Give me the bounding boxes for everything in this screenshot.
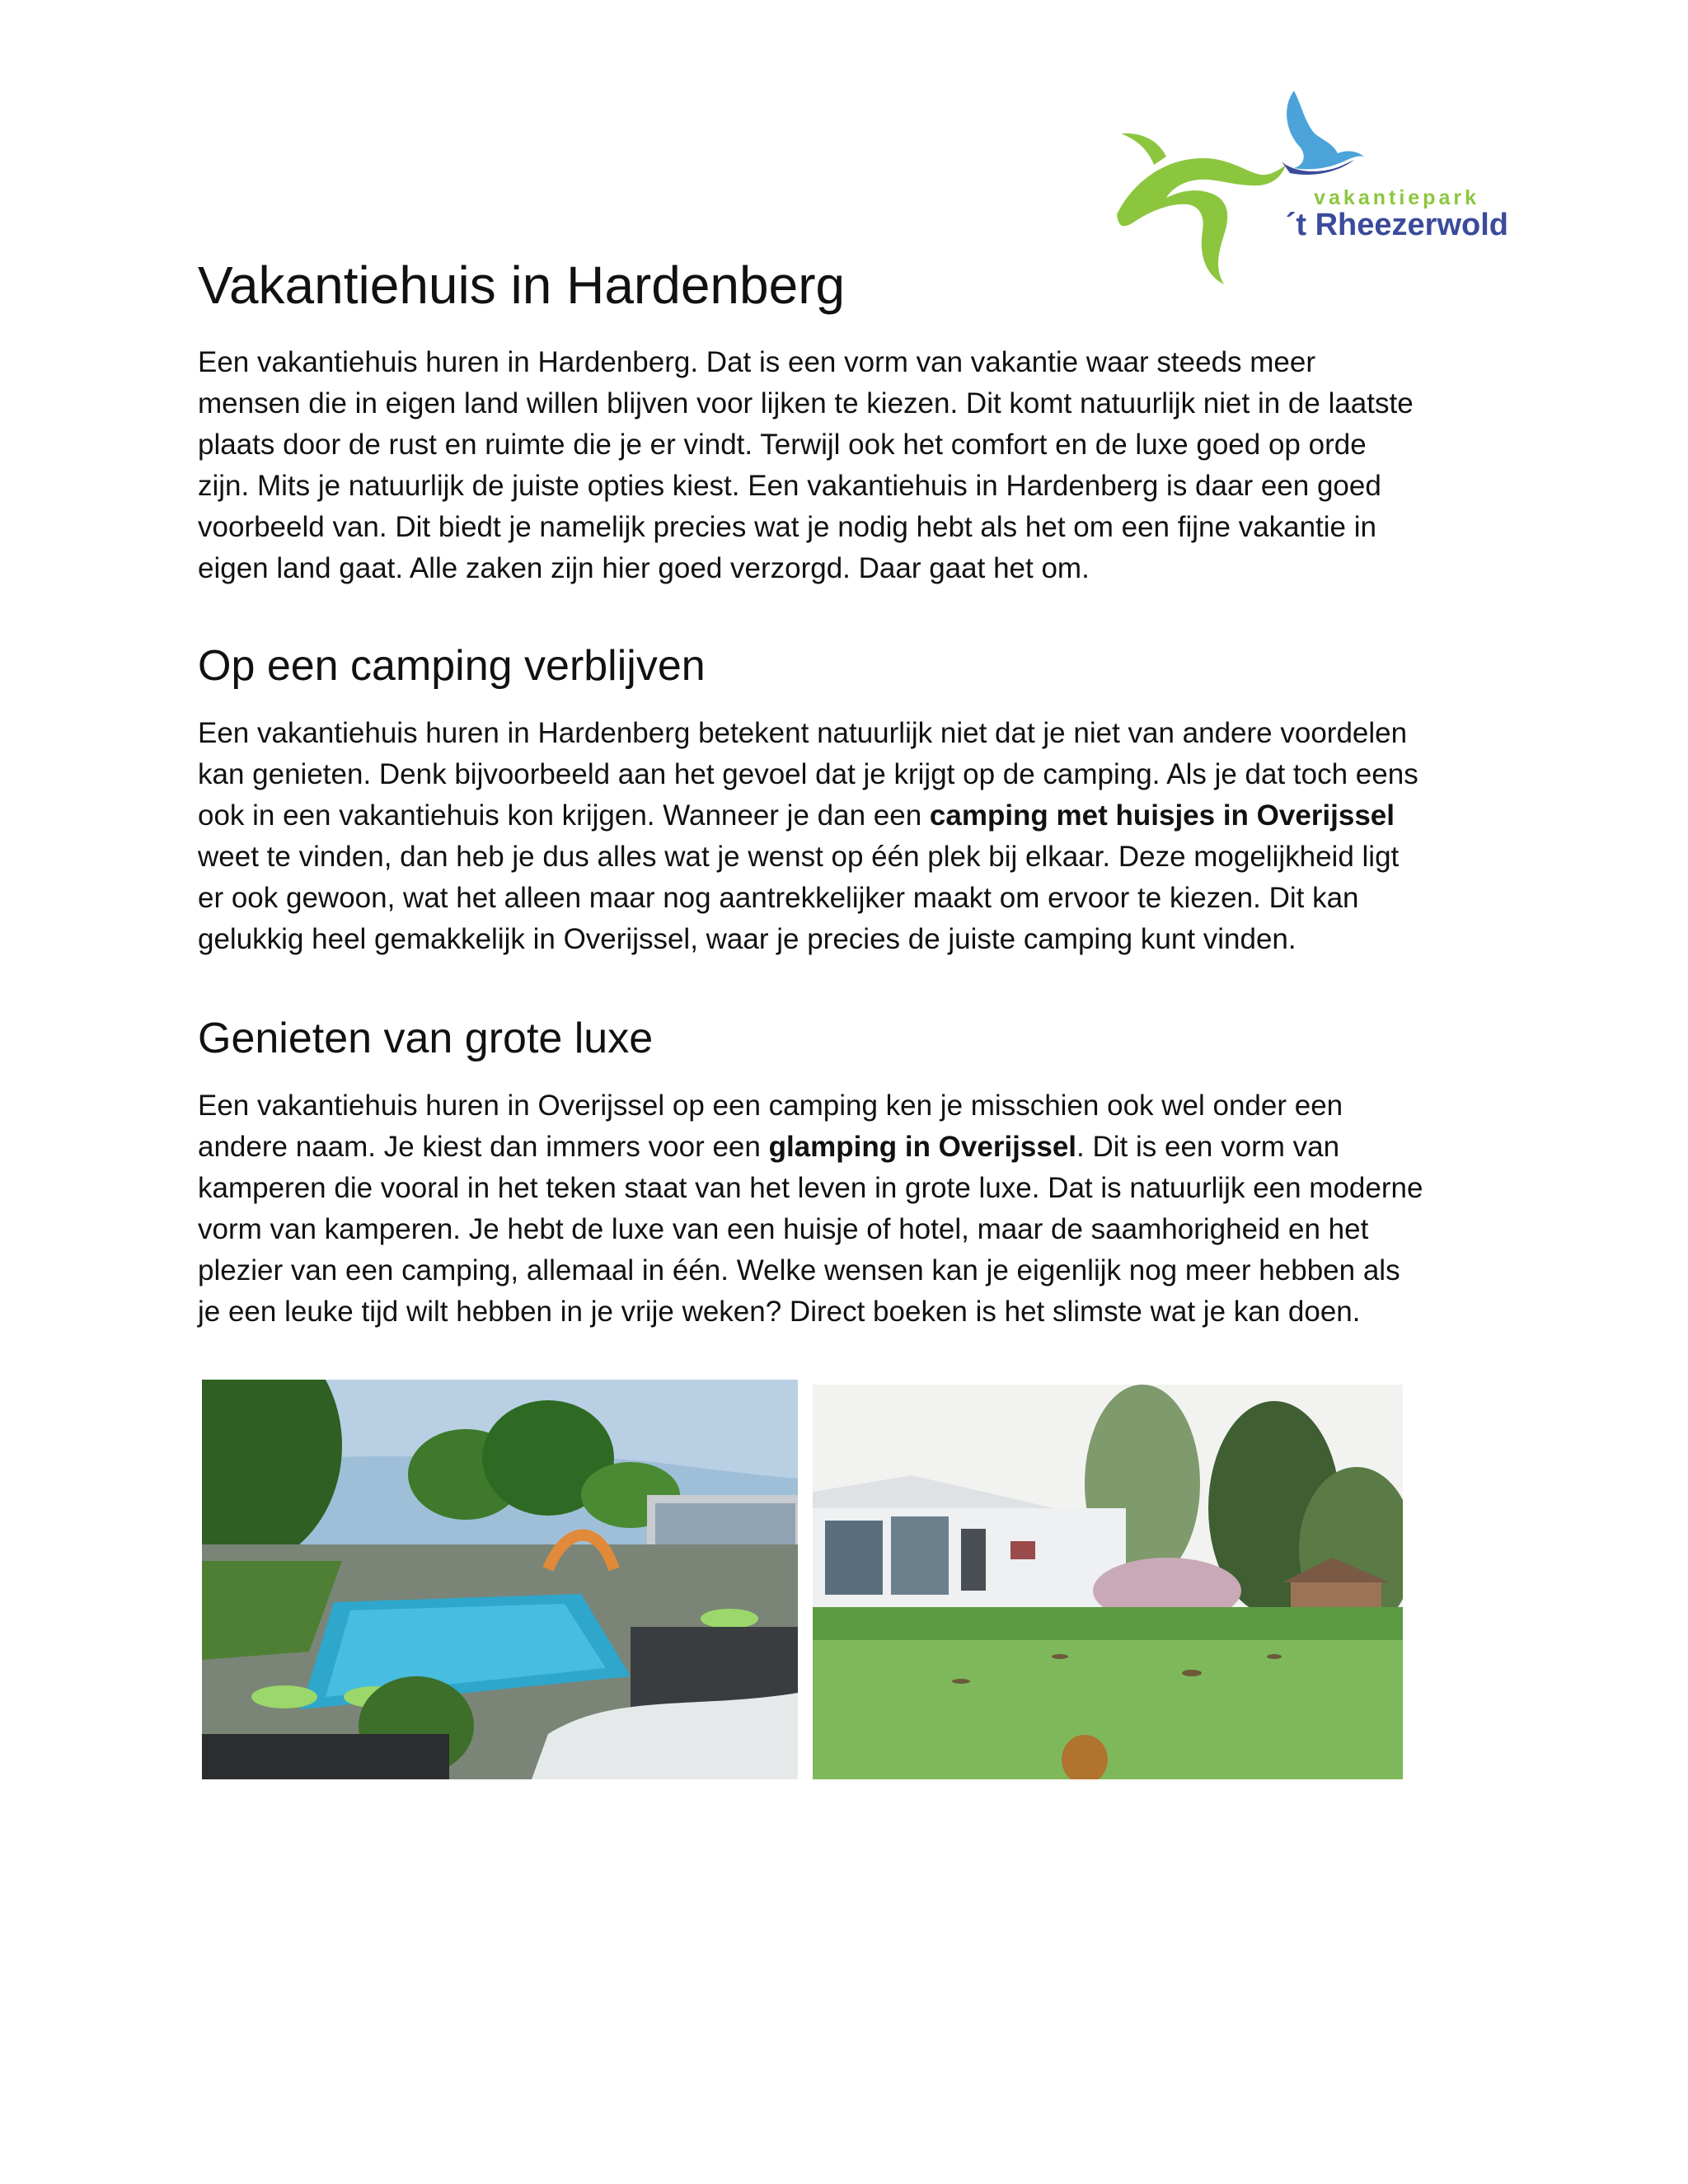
paragraph-line: kamperen die vooral in het teken staat van het leven in grote luxe. Dat is natuurlijk een moderne: [198, 1172, 1423, 1204]
paragraph-line: mensen die in eigen land willen blijven voor lijken te kiezen. Dit komt natuurlijk niet in de laatste: [198, 387, 1414, 419]
paragraph-line: plaats door de rust en ruimte die je er vindt. Terwijl ook het comfort en de luxe goed op orde: [198, 429, 1367, 461]
paragraph-text: andere naam. Je kiest dan immers voor een: [198, 1131, 769, 1163]
pool-photo: [202, 1380, 798, 1779]
paragraph-line: plezier van een camping, allemaal in één. Welke wensen kan je eigenlijk nog meer hebben als: [198, 1254, 1400, 1286]
paragraph-text: . Dit is een vorm van: [1076, 1131, 1340, 1163]
luxe-paragraph: [198, 1085, 1533, 1333]
paragraph-line: zijn. Mits je natuurlijk de juiste opties kiest. Een vakantiehuis in Hardenberg is daar een goed: [198, 470, 1381, 502]
intro-paragraph: [198, 342, 1533, 589]
paragraph-line: eigen land gaat. Alle zaken zijn hier goed verzorgd. Daar gaat het om.: [198, 552, 1090, 584]
paragraph-line: Een vakantiehuis huren in Overijssel op een camping ken je misschien ook wel onder een: [198, 1090, 1343, 1122]
paragraph-line: Een vakantiehuis huren in Hardenberg. Dat is een vorm van vakantie waar steeds meer: [198, 346, 1316, 378]
paragraph-line: weet te vinden, dan heb je dus alles wat je wenst op één plek bij elkaar. Deze mogelijkheid ligt: [198, 841, 1400, 873]
paragraph-line: kan genieten. Denk bijvoorbeeld aan het gevoel dat je krijgt op de camping. Als je dat toch eens: [198, 758, 1418, 790]
paragraph-line: Een vakantiehuis huren in Hardenberg betekent natuurlijk niet dat je niet van andere voordelen: [198, 717, 1408, 749]
logo-tagline: vakantiepark: [1314, 186, 1479, 209]
bold-keyword-camping: camping met huisjes in Overijssel: [929, 799, 1395, 832]
section-heading-camping: Op een camping verblijven: [198, 642, 706, 690]
rheezerwold-logo: [1117, 82, 1512, 288]
paragraph-line: er ook gewoon, wat het alleen maar nog aantrekkelijker maakt om ervoor te kiezen. Dit kan: [198, 882, 1359, 914]
logo-name: ´t Rheezerwold: [1285, 208, 1508, 242]
lodge-photo: [813, 1385, 1403, 1779]
paragraph-line: [198, 795, 1533, 837]
camping-paragraph: [198, 713, 1533, 960]
bird-logo-icon: [1117, 82, 1512, 288]
paragraph-line: voorbeeld van. Dit biedt je namelijk precies wat je nodig hebt als het om een fijne vakantie in: [198, 511, 1376, 543]
paragraph-line: [198, 1127, 1533, 1168]
page-title: Vakantiehuis in Hardenberg: [198, 255, 846, 315]
paragraph-text: ook in een vakantiehuis kon krijgen. Wanneer je dan een: [198, 799, 930, 832]
paragraph-line: gelukkig heel gemakkelijk in Overijssel, waar je precies de juiste camping kunt vinden.: [198, 923, 1296, 955]
paragraph-line: vorm van kamperen. Je hebt de luxe van een huisje of hotel, maar de saamhorigheid en het: [198, 1213, 1369, 1245]
paragraph-line: je een leuke tijd wilt hebben in je vrije weken? Direct boeken is het slimste wat je kan doen.: [198, 1296, 1361, 1328]
section-heading-luxe: Genieten van grote luxe: [198, 1015, 654, 1062]
bold-keyword-glamping: glamping in Overijssel: [768, 1131, 1077, 1163]
